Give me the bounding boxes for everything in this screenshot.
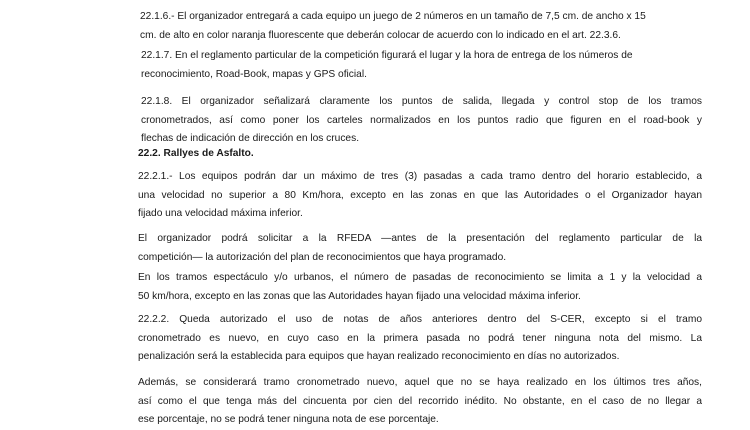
text-line: 22.2.2. Queda autorizado el uso de notas de años anteriores dentro del S-CER, excepto si el tramo (138, 314, 702, 325)
text-line: flechas de indicación de dirección en los cruces. (141, 133, 360, 145)
paragraph-22-1-8 (141, 93, 702, 149)
text-line: penalización será la establecida para equipos que hayan realizado reconocimiento en días no autorizados. (138, 351, 620, 363)
text-line: 22.1.7. En el reglamento particular de la competición figurará el lugar y la hora de entrega de los números de (141, 50, 633, 61)
paragraph-ademas (138, 374, 702, 430)
paragraph-urbanos (138, 269, 702, 306)
text-line: cronometrados, así como poner los carteles normalizados en los puntos radio que figuren en el road-book y (141, 114, 702, 126)
paragraph-22-2-2 (138, 311, 702, 367)
paragraph-22-1-6 (140, 8, 704, 45)
text-line: una velocidad no superior a 80 Km/hora, excepto en las zonas en que las Autoridades o el Organizador hayan (138, 189, 702, 201)
section-heading-22-2 (138, 145, 702, 164)
text-line: cronometrado es nuevo, en cuyo caso en la primera pasada no podrá tener ninguna nota del mismo. La (138, 332, 702, 344)
text-line: ese porcentaje, no se podrá tener ninguna nota de ese porcentaje. (138, 414, 439, 426)
text-line: Además, se considerará tramo cronometrado nuevo, aquel que no se haya realizado en los últimos tres años, (138, 377, 702, 388)
paragraph-22-1-7 (141, 47, 705, 84)
paragraph-22-2-1 (138, 168, 702, 224)
text-line: 22.1.6.- El organizador entregará a cada equipo un juego de 2 números en un tamaño de 7,5 cm. de ancho x 15 (140, 11, 646, 22)
text-line: competición— la autorización del plan de reconocimientos que haya programado. (138, 251, 507, 263)
text-line: cm. de alto en color naranja fluorescente que deberán colocar de acuerdo con lo indicado en el art. 22.3.6. (140, 29, 621, 41)
text-line: así como el que tenga más del cincuenta por cien del recorrido inédito. No obstante, en el caso de no llegar a (138, 395, 702, 407)
paragraph-rfeda (138, 230, 702, 267)
text-line: 22.1.8. El organizador señalizará claramente los puntos de salida, llegada y control stop de los tramos (141, 96, 702, 107)
text-line: fijado una velocidad máxima inferior. (138, 208, 303, 220)
text-line: 50 km/hora, excepto en las zonas que las Autoridades hayan fijado una velocidad máxima inferior. (138, 290, 581, 302)
text-line: En los tramos espectáculo y/o urbanos, el número de pasadas de reconocimiento se limita a 1 y la velocidad a (138, 272, 702, 283)
text-line: 22.2.1.- Los equipos podrán dar un máximo de tres (3) pasadas a cada tramo dentro del horario establecido, a (138, 171, 702, 182)
text-line: reconocimiento, Road-Book, mapas y GPS oficial. (141, 68, 367, 80)
heading-text: 22.2. Rallyes de Asfalto. (138, 148, 254, 159)
text-line: El organizador podrá solicitar a la RFEDA —antes de la presentación del reglamento particular de la (138, 233, 702, 244)
